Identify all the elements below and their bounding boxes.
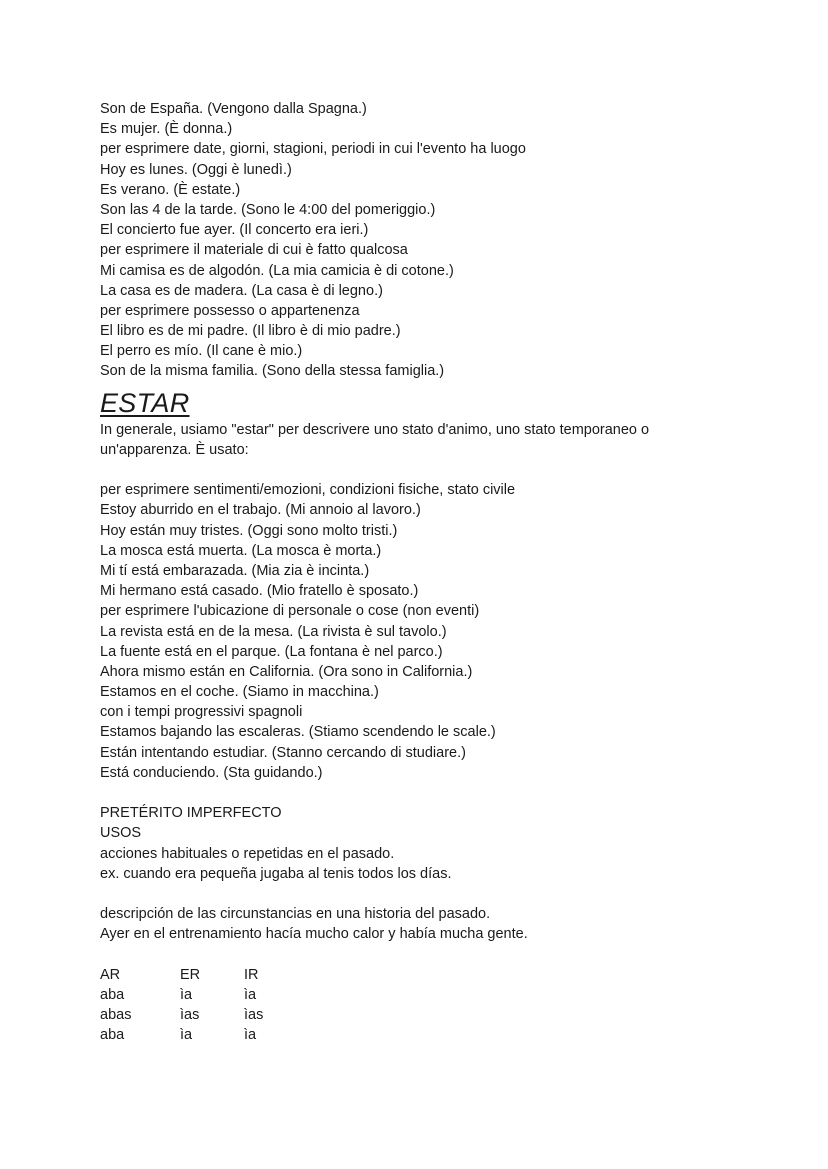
cell-er: ìa [180,986,193,1003]
cell-ar: aba [100,986,125,1003]
spacer [100,945,780,965]
header-er: ER [180,966,201,983]
text-line: La casa es de madera. (La casa è di legno.) [100,282,383,299]
estar-examples-block [100,480,780,783]
text-line: Está conduciendo. (Sta guidando.) [100,764,323,781]
text-line: La mosca está muerta. (La mosca è morta.) [100,542,382,559]
text-line: Estamos en el coche. (Siamo in macchina.) [100,684,379,701]
table-row [100,1025,780,1045]
text-line: Están intentando estudiar. (Stanno cercando di studiare.) [100,744,466,761]
cell-ir: ìa [244,1027,257,1044]
table-row [100,1005,780,1025]
text-line: Es mujer. (È donna.) [100,121,233,138]
usos-label: USOS [100,825,142,842]
uso-descripcion-example: Ayer en el entrenamiento hacía mucho calor y había mucha gente. [100,926,528,943]
text-line: Estoy aburrido en el trabajo. (Mi annoio al lavoro.) [100,502,421,519]
text-line: per esprimere l'ubicazione di personale o cose (non eventi) [100,603,480,620]
text-line: Estamos bajando las escaleras. (Stiamo scendendo le scale.) [100,724,496,741]
imperfecto-section [100,803,780,944]
endings-table [100,965,780,1046]
text-line: con i tempi progressivi spagnoli [100,704,303,721]
text-line: per esprimere sentimenti/emozioni, condizioni fisiche, stato civile [100,482,516,499]
text-line: Ahora mismo están en California. (Ora sono in California.) [100,663,473,680]
cell-ir: ìa [244,986,257,1003]
uso-descripcion: descripción de las circunstancias en una historia del pasado. [100,906,491,923]
text-line: Mi hermano está casado. (Mio fratello è sposato.) [100,583,419,600]
text-line: Es verano. (È estate.) [100,181,241,198]
text-line: Son las 4 de la tarde. (Sono le 4:00 del pomeriggio.) [100,201,436,218]
table-row [100,985,780,1005]
spacer [100,460,780,480]
cell-er: ìas [180,1007,200,1024]
cell-ir: ìas [244,1007,264,1024]
header-ir: IR [244,966,259,983]
cell-ar: aba [100,1027,125,1044]
text-line: Mi tí está embarazada. (Mia zia è incinta.) [100,562,370,579]
text-line: per esprimere date, giorni, stagioni, periodi in cui l'evento ha luogo [100,141,526,158]
spacer [100,783,780,803]
text-line: El perro es mío. (Il cane è mio.) [100,343,303,360]
text-line: Hoy están muy tristes. (Oggi sono molto tristi.) [100,522,398,539]
estar-heading: ESTAR [100,387,190,418]
document-page [100,99,780,1045]
text-line: La revista está en de la mesa. (La rivista è sul tavolo.) [100,623,447,640]
text-line: El libro es de mi padre. (Il libro è di mio padre.) [100,323,401,340]
uso-habitual: acciones habituales o repetidas en el pasado. [100,845,395,862]
spacer [100,884,780,904]
text-line: La fuente está en el parque. (La fontana è nel parco.) [100,643,443,660]
text-line: Son de la misma familia. (Sono della stessa famiglia.) [100,363,445,380]
imperfecto-title: PRETÉRITO IMPERFECTO [100,805,282,822]
cell-ar: abas [100,1007,132,1024]
text-line: per esprimere possesso o appartenenza [100,302,360,319]
text-line: per esprimere il materiale di cui è fatto qualcosa [100,242,408,259]
uso-habitual-example: ex. cuando era pequeña jugaba al tenis todos los días. [100,865,452,882]
cell-er: ìa [180,1027,193,1044]
estar-intro: In generale, usiamo "estar" per descrivere uno stato d'animo, uno stato temporaneo o un'apparenza. È usato: [100,421,650,458]
header-ar: AR [100,966,121,983]
text-line: Hoy es lunes. (Oggi è lunedì.) [100,161,292,178]
text-line: Mi camisa es de algodón. (La mia camicia è di cotone.) [100,262,454,279]
text-line: El concierto fue ayer. (Il concerto era ieri.) [100,222,369,239]
ser-examples-block [100,99,780,382]
text-line: Son de España. (Vengono dalla Spagna.) [100,101,367,117]
endings-table-header [100,965,780,985]
